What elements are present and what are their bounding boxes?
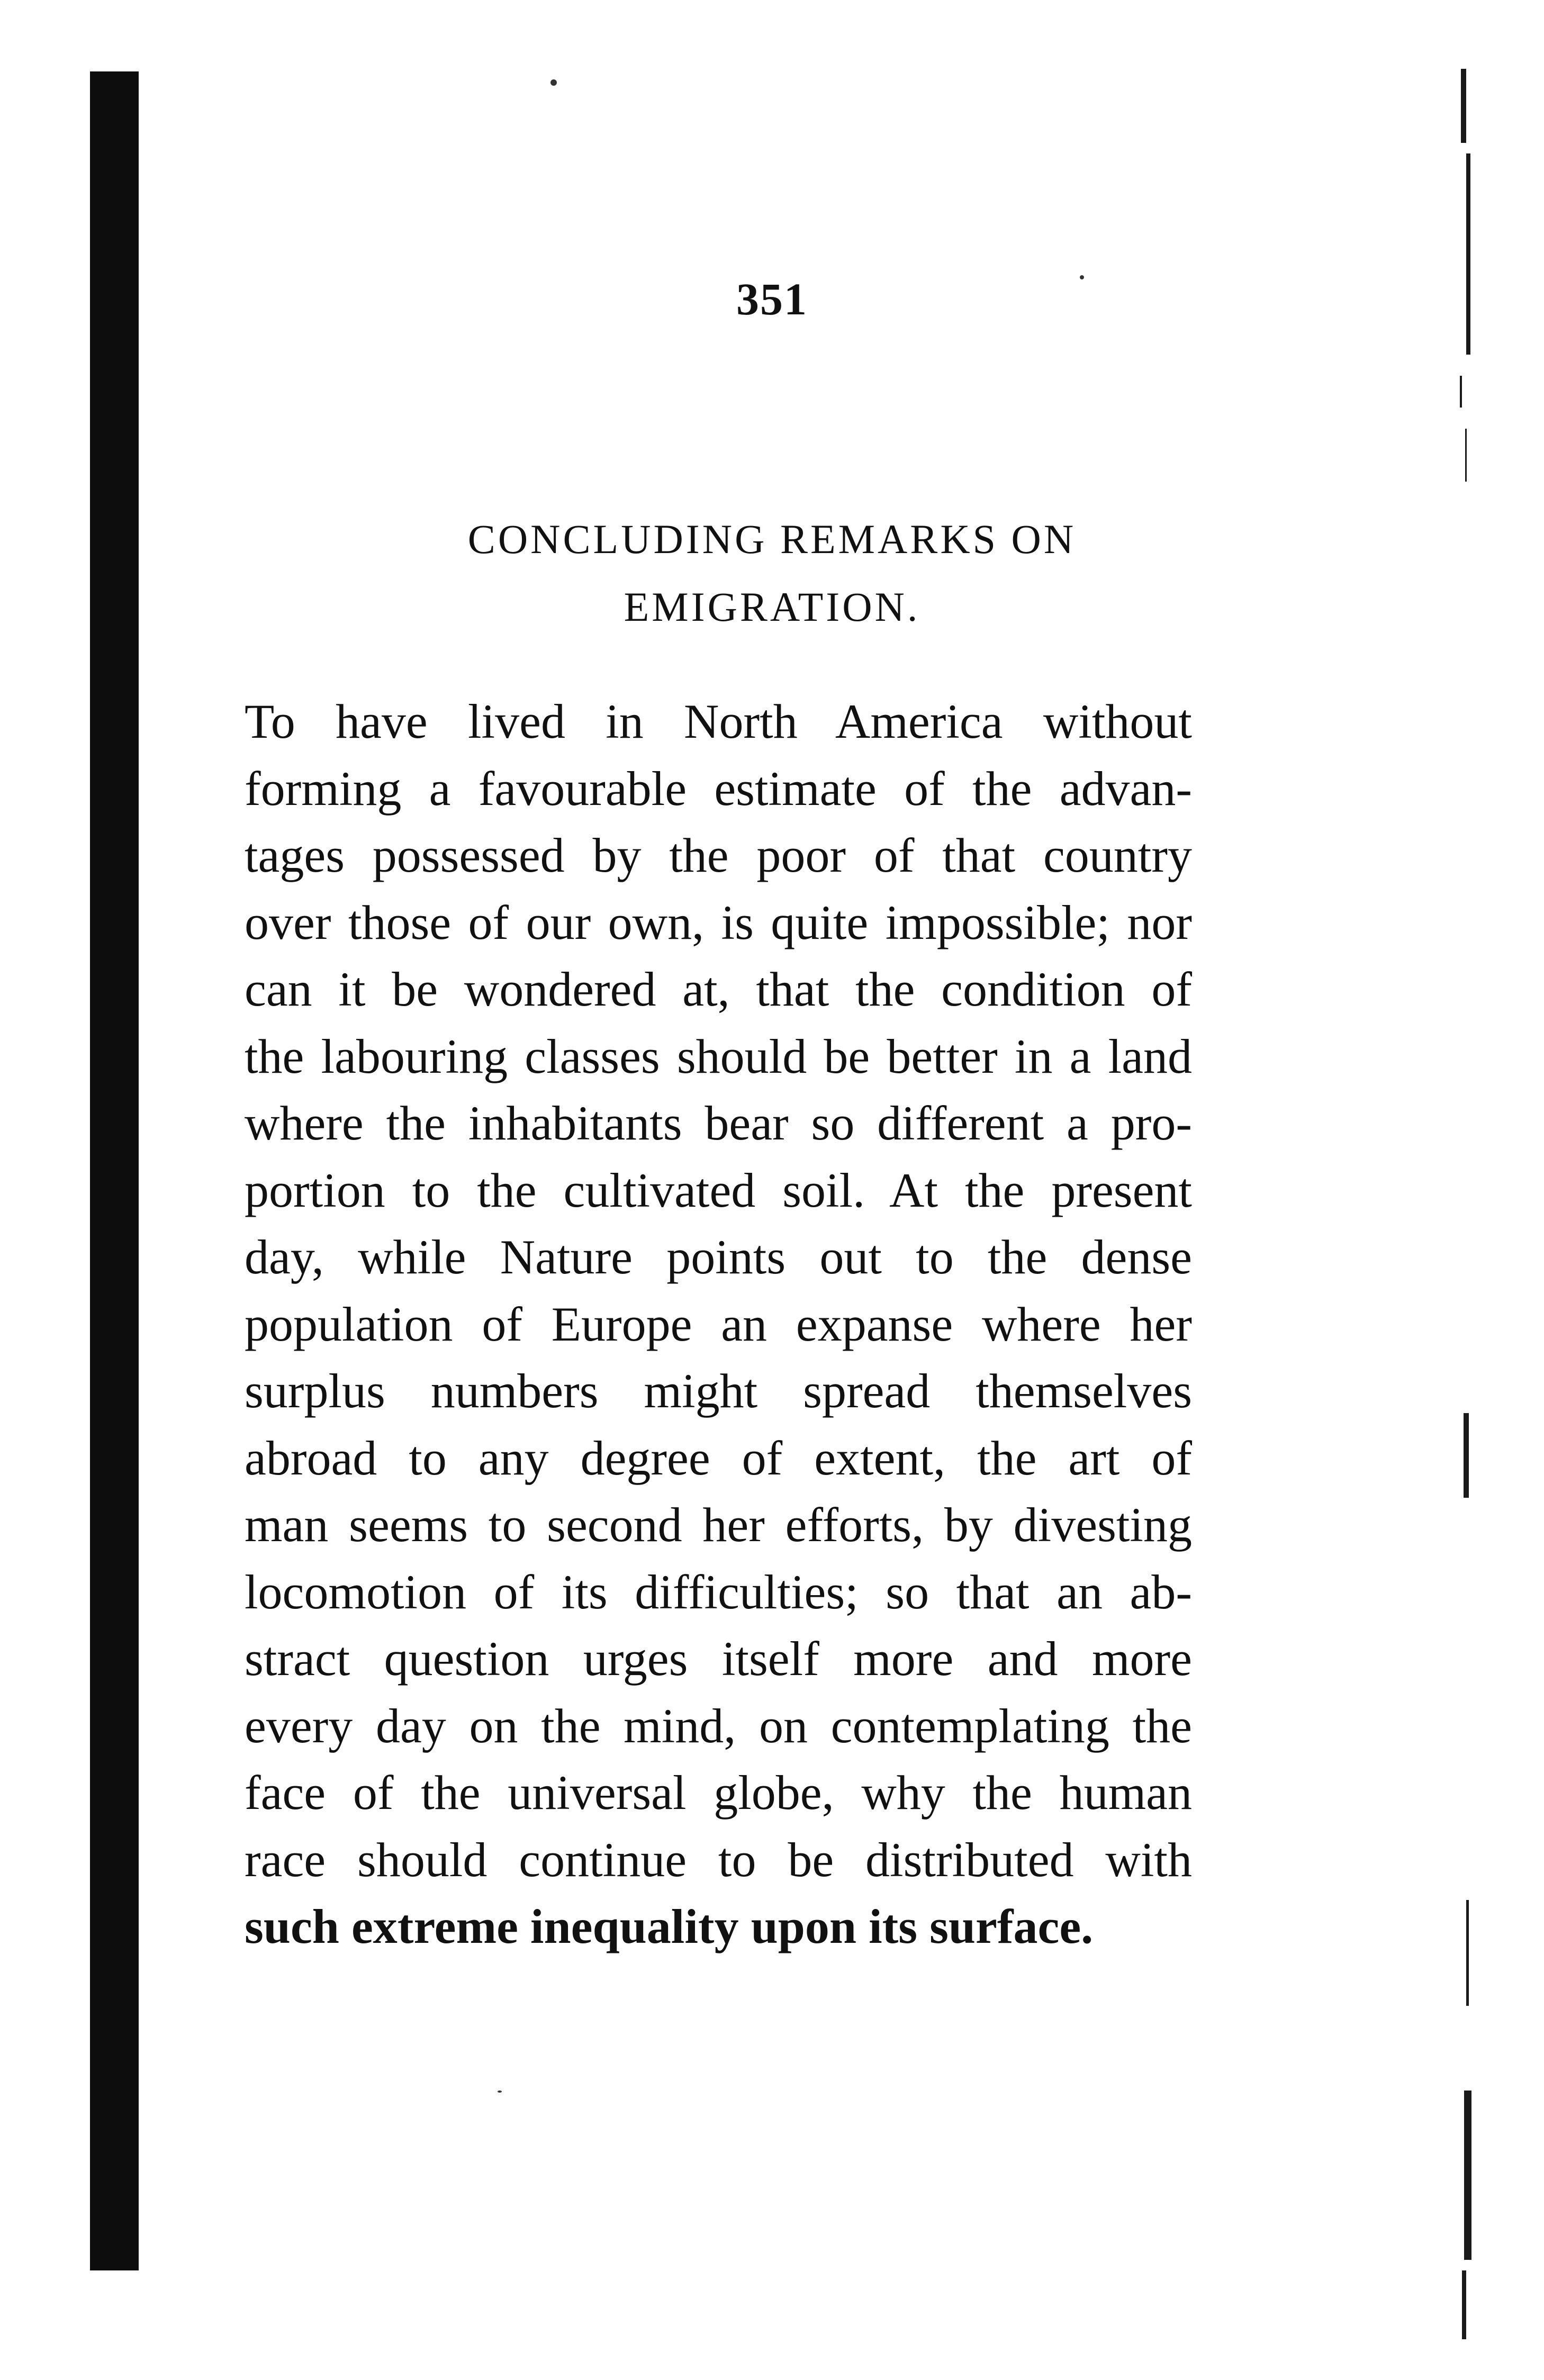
ink-speck <box>498 2091 502 2093</box>
text-line: man seems to second her efforts, by divesting <box>245 1498 1192 1552</box>
text-line: over those of our own, is quite impossible; nor <box>245 895 1192 949</box>
text-line: surplus numbers might spread themselves <box>245 1364 1192 1418</box>
text-line: can it be wondered at, that the condition of <box>245 962 1192 1016</box>
text-line: day, while Nature points out to the dense <box>245 1230 1192 1284</box>
text-line: every day on the mind, on contemplating the <box>245 1698 1192 1753</box>
text-line: population of Europe an expanse where her <box>245 1297 1192 1351</box>
ink-speck <box>550 79 557 86</box>
binding-edge <box>90 71 139 2270</box>
text-line: race should continue to be distributed with <box>245 1832 1192 1887</box>
page-edge-marks <box>1450 58 1493 2307</box>
text-line: stract question urges itself more and more <box>245 1632 1192 1686</box>
page-number: 351 <box>736 274 808 324</box>
heading-line: CONCLUDING REMARKS ON <box>467 516 1077 562</box>
text-line: To have lived in North America without <box>245 694 1192 748</box>
text-line: tages possessed by the poor of that country <box>245 828 1192 882</box>
text-line: face of the universal globe, why the human <box>245 1766 1192 1820</box>
chapter-heading <box>0 505 1544 641</box>
text-line: where the inhabitants bear so different a pro- <box>245 1096 1192 1150</box>
text-line: locomotion of its difficulties; so that an ab- <box>245 1564 1192 1619</box>
text-line-last: such extreme inequality upon its surface. <box>245 1899 1094 1953</box>
text-line: abroad to any degree of extent, the art of <box>245 1431 1192 1485</box>
text-line: portion to the cultivated soil. At the present <box>245 1163 1192 1217</box>
heading-line: EMIGRATION. <box>624 584 920 630</box>
body-paragraph <box>245 688 1192 1960</box>
text-line: forming a favourable estimate of the advan- <box>245 761 1192 816</box>
text-line: the labouring classes should be better in a land <box>245 1029 1192 1083</box>
